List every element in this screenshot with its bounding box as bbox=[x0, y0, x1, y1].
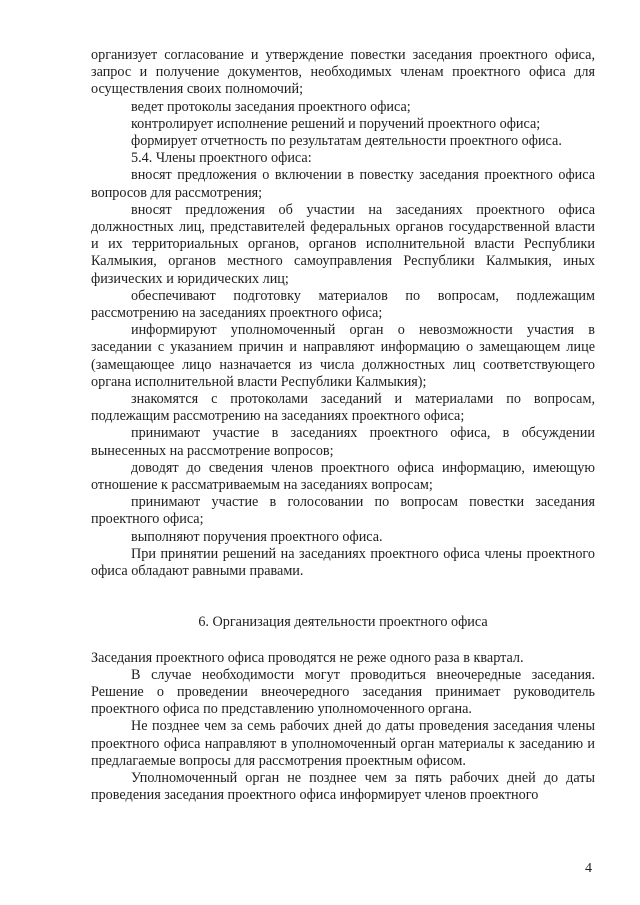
paragraph: вносят предложения о включении в повестку заседания проектного офиса вопросов для рассмотрения; bbox=[91, 167, 595, 201]
paragraph: При принятии решений на заседаниях проектного офиса члены проектного офиса обладают равными правами. bbox=[91, 545, 595, 580]
paragraph: ведет протоколы заседания проектного офиса; bbox=[131, 98, 411, 115]
paragraph: выполняют поручения проектного офиса. bbox=[131, 528, 383, 545]
paragraph: вносят предложения об участии на заседаниях проектного офиса должностных лиц, представителей федеральных органов государственной власти и их территориальных органов, органов исполнительной власти Республики Калмыкия, органов местного самоуправления Республики Калмыкия, иных физических и юридических лиц; bbox=[91, 201, 595, 287]
paragraph: Заседания проектного офиса проводятся не реже одного раза в квартал. bbox=[91, 649, 524, 666]
paragraph: принимают участие в голосовании по вопросам повестки заседания проектного офиса; bbox=[91, 494, 595, 528]
paragraph: 5.4. Члены проектного офиса: bbox=[131, 150, 312, 167]
paragraph: обеспечивают подготовку материалов по вопросам, подлежащим рассмотрению на заседаниях проектного офиса; bbox=[91, 287, 595, 322]
paragraph: организует согласование и утверждение повестки заседания проектного офиса, запрос и получение документов, необходимых членам проектного офиса для осуществления своих полномочий; bbox=[91, 47, 595, 98]
section-heading: 6. Организация деятельности проектного офиса bbox=[198, 614, 488, 631]
paragraph: контролирует исполнение решений и поручений проектного офиса; bbox=[131, 115, 541, 132]
page-number: 4 bbox=[585, 861, 592, 876]
paragraph: В случае необходимости могут проводиться внеочередные заседания. Решение о проведении внеочередного заседания принимает руководитель проектного офиса по представлению уполномоченного органа. bbox=[91, 666, 595, 718]
page-text bbox=[91, 47, 595, 804]
paragraph: Не позднее чем за семь рабочих дней до даты проведения заседания члены проектного офиса направляют в уполномоченный орган материалы к заседанию и предлагаемые вопросы для рассмотрения проектным офисом. bbox=[91, 718, 595, 769]
paragraph: Уполномоченный орган не позднее чем за пять рабочих дней до даты проведения заседания проектного офиса информирует членов проектного bbox=[91, 769, 595, 804]
paragraph: информируют уполномоченный орган о невозможности участия в заседании с указанием причин и направляют информацию о замещающем лице (замещающее лицо назначается из числа должностных лиц соответствующего органа исполнительной власти Республики Калмыкия); bbox=[91, 322, 595, 390]
paragraph: формирует отчетность по результатам деятельности проектного офиса. bbox=[131, 133, 562, 150]
paragraph: принимают участие в заседаниях проектного офиса, в обсуждении вынесенных на рассмотрение вопросов; bbox=[91, 425, 595, 459]
paragraph: знакомятся с протоколами заседаний и материалами по вопросам, подлежащим рассмотрению на заседаниях проектного офиса; bbox=[91, 391, 595, 425]
paragraph: доводят до сведения членов проектного офиса информацию, имеющую отношение к рассматриваемым на заседаниях вопросам; bbox=[91, 459, 595, 494]
